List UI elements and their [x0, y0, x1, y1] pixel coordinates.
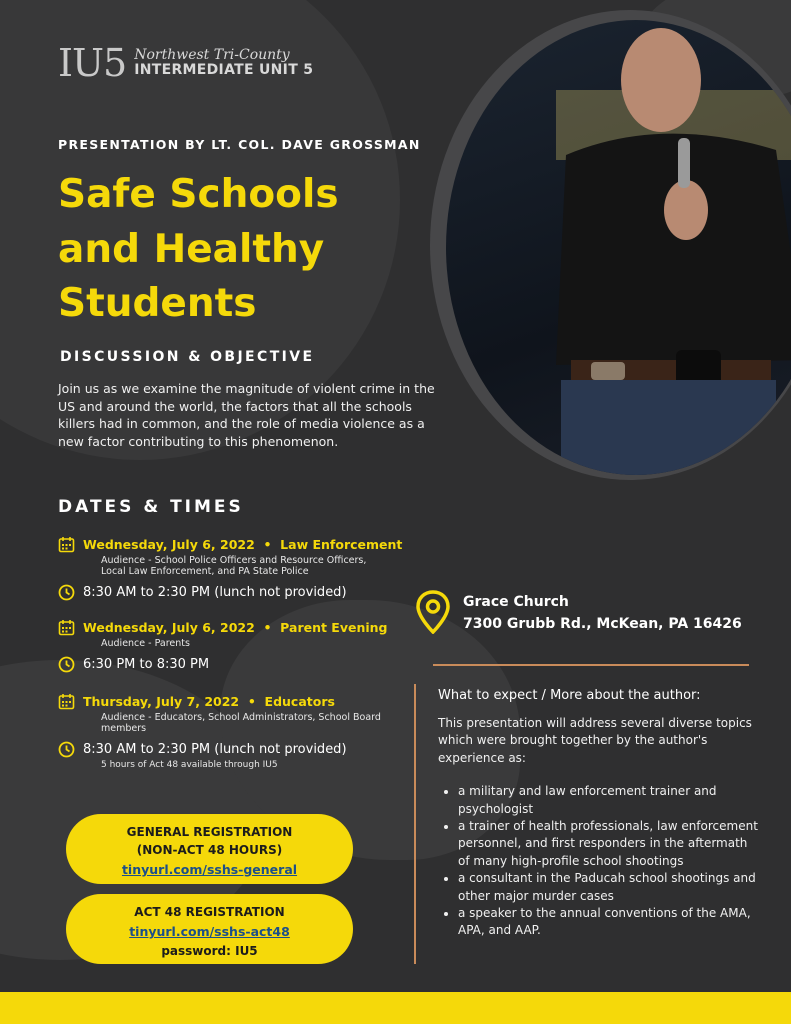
act48-registration-box [66, 894, 353, 964]
act48-registration-link[interactable]: tinyurl.com/sshs-act48 [129, 924, 290, 939]
list-item: • a military and law enforcement trainer and psychologist [458, 783, 758, 818]
logo-mark: IU5 [58, 41, 127, 85]
logo-title: INTERMEDIATE UNIT 5 [134, 62, 314, 78]
about-section [438, 688, 758, 940]
event-time: 8:30 AM to 2:30 PM (lunch not provided) [83, 741, 347, 757]
clock-icon [58, 741, 75, 758]
event-time: 6:30 PM to 8:30 PM [83, 656, 210, 672]
event-item [58, 619, 391, 673]
calendar-icon [58, 536, 75, 553]
registration-sublabel: (NON-ACT 48 HOURS) [136, 843, 283, 857]
logo-subtitle: Northwest Tri-County [134, 46, 290, 63]
location [415, 590, 742, 635]
registration-label: ACT 48 REGISTRATION [134, 905, 285, 919]
event-date: Wednesday, July 6, 2022 • Law Enforcement [83, 537, 403, 552]
event-audience: Audience - Educators, School Administrators, School Board members [101, 712, 381, 734]
general-registration-link[interactable]: tinyurl.com/sshs-general [121, 862, 298, 877]
registration-label: GENERAL REGISTRATION [126, 825, 293, 839]
event-note: 5 hours of Act 48 available through IU5 [101, 759, 278, 770]
event-time: 8:30 AM to 2:30 PM (lunch not provided) [83, 584, 347, 600]
about-intro: This presentation will address several diverse topics which were brought together by the author's experience as: [438, 716, 752, 765]
calendar-icon [58, 693, 75, 710]
clock-icon [58, 584, 75, 601]
event-date: Thursday, July 7, 2022 • Educators [83, 694, 335, 709]
location-address: 7300 Grubb Rd., McKean, PA 16426 [463, 615, 742, 632]
list-item: • a consultant in the Paducah school shootings and other major murder cases [458, 870, 758, 905]
about-list [438, 783, 758, 940]
about-heading: What to expect / More about the author: [438, 688, 701, 703]
title-line: Students [58, 281, 257, 327]
discussion-body: Join us as we examine the magnitude of violent crime in the US and around the world, the factors that all the schools killers had in common, and the role of media violence as a new factor contributing to this phenomenon. [58, 381, 435, 449]
title-line: and Healthy [58, 226, 325, 272]
page-title [58, 168, 458, 332]
title-line: Safe Schools [58, 172, 339, 217]
location-name: Grace Church [463, 594, 569, 610]
divider [414, 684, 416, 964]
location-pin-icon [415, 590, 451, 634]
presenter-line: PRESENTATION BY LT. COL. DAVE GROSSMAN [58, 137, 421, 152]
dates-heading: DATES & TIMES [58, 497, 244, 517]
iu5-logo [58, 41, 314, 85]
speaker-photo [446, 20, 791, 475]
footer-bar [0, 992, 791, 1024]
event-item [58, 693, 391, 770]
discussion-heading: DISCUSSION & OBJECTIVE [60, 349, 315, 365]
event-audience: Audience - School Police Officers and Resource Officers, Local Law Enforcement, and PA State Police [101, 555, 367, 577]
event-item [58, 536, 402, 601]
list-item: • a speaker to the annual conventions of the AMA, APA, and AAP. [458, 905, 758, 940]
event-date: Wednesday, July 6, 2022 • Parent Evening [83, 620, 388, 635]
general-registration-box [66, 814, 353, 884]
event-audience: Audience - Parents [101, 638, 190, 649]
list-item: • a trainer of health professionals, law enforcement personnel, and first responders in the aftermath of many high-profile school shootings [458, 818, 758, 870]
divider [433, 664, 749, 666]
clock-icon [58, 656, 75, 673]
registration-password: password: IU5 [161, 943, 258, 958]
calendar-icon [58, 619, 75, 636]
